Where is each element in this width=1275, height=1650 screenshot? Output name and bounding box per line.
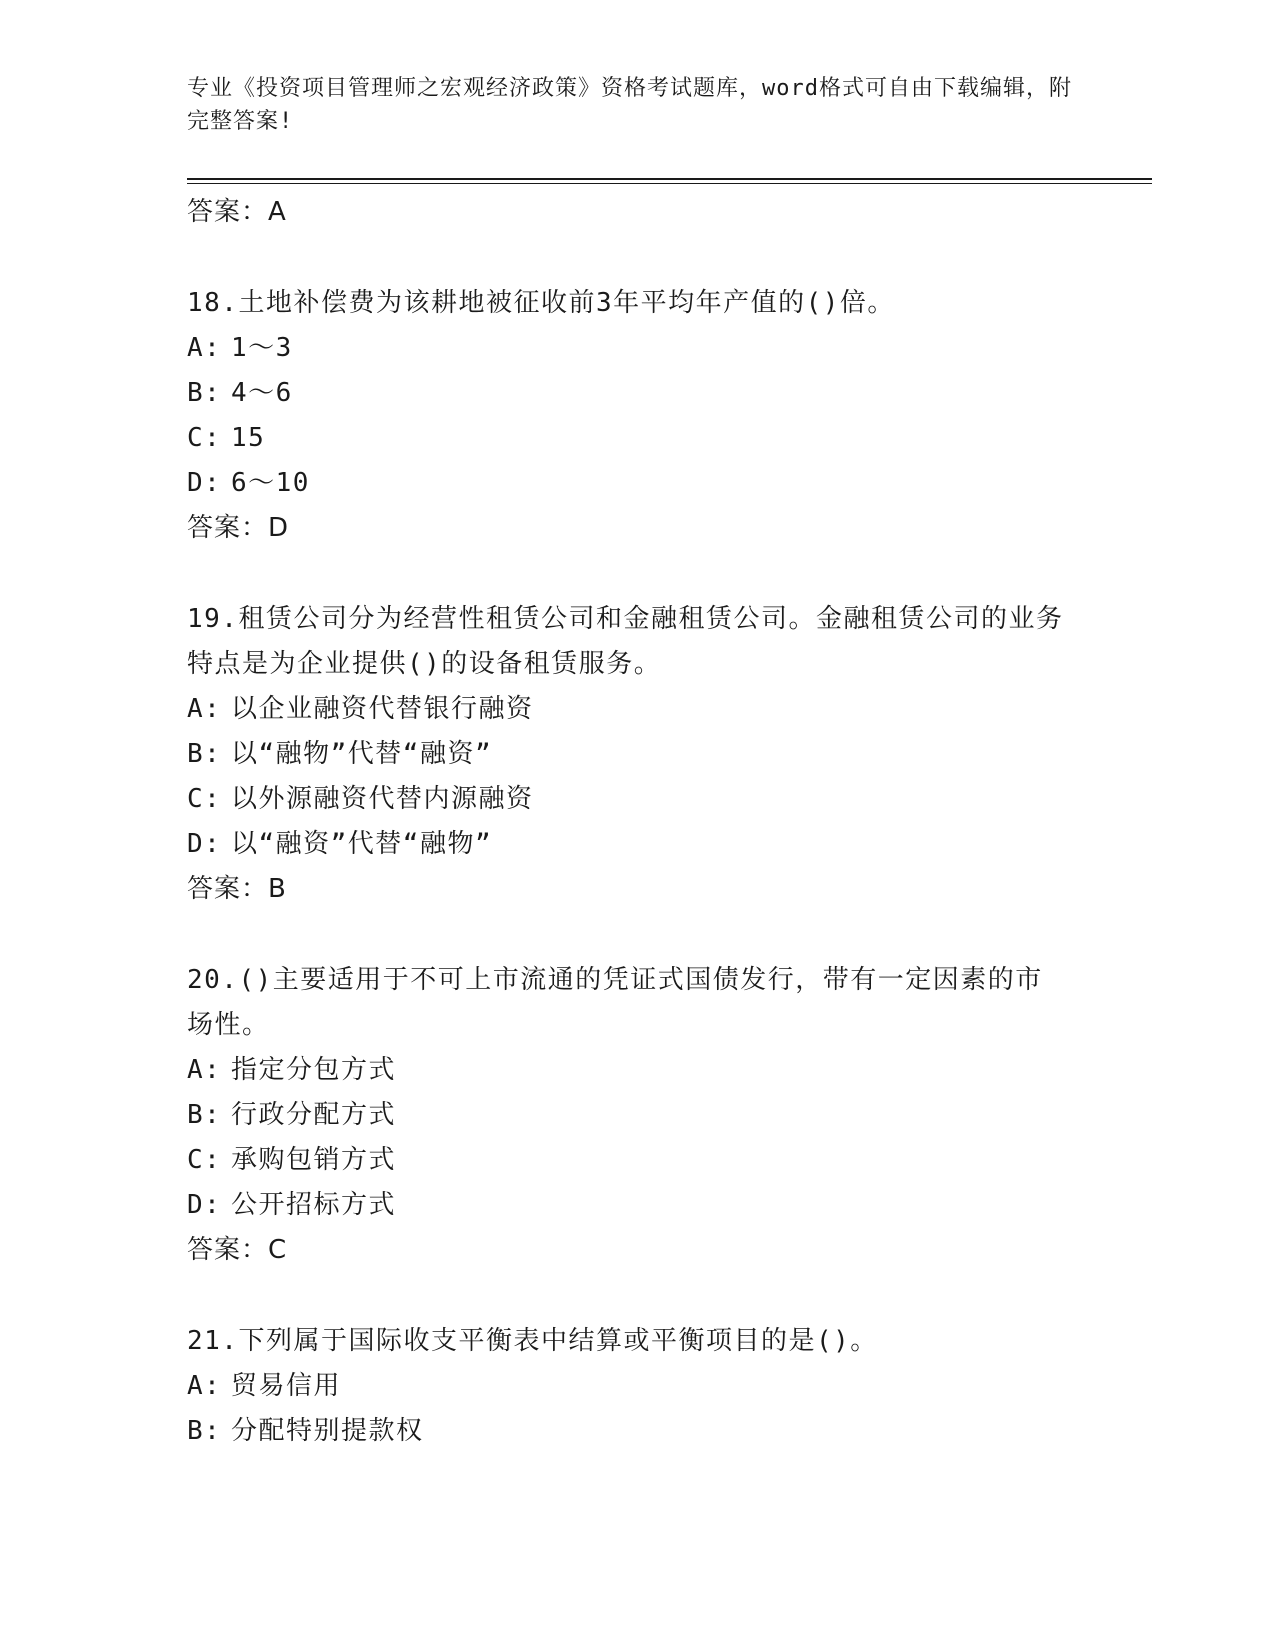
question-list: [187, 190, 1087, 1454]
option-text: 承购包销方式: [231, 1145, 397, 1175]
option-text: 1～3: [231, 333, 293, 363]
answer-line: 答案：C: [187, 1235, 288, 1265]
option-letter: D:: [187, 1190, 222, 1220]
option-text: 分配特别提款权: [231, 1416, 424, 1446]
option-letter: A:: [187, 1371, 222, 1401]
answer-line: 答案：D: [187, 513, 290, 543]
question-gap: [187, 550, 1087, 597]
option-c: [187, 1138, 1087, 1183]
option-letter: C:: [187, 784, 222, 814]
header-rule-thick: [187, 178, 1152, 180]
option-c: [187, 777, 1087, 822]
option-letter: B:: [187, 1416, 222, 1446]
option-text: 贸易信用: [231, 1371, 342, 1401]
option-letter: D:: [187, 468, 222, 498]
option-letter: A:: [187, 333, 222, 363]
option-b: [187, 732, 1087, 777]
option-d: [187, 1183, 1087, 1228]
option-text: 6～10: [231, 468, 310, 498]
option-b: [187, 1409, 1087, 1454]
option-text: 以“融物”代替“融资”: [231, 739, 493, 769]
option-b: [187, 1093, 1087, 1138]
question-gap: [187, 1272, 1087, 1319]
question-stem: 18.土地补偿费为该耕地被征收前3年平均年产值的()倍。: [187, 288, 895, 318]
option-text: 以外源融资代替内源融资: [231, 784, 534, 814]
option-text: 以企业融资代替银行融资: [231, 694, 534, 724]
option-c: [187, 416, 1087, 461]
option-text: 4～6: [231, 378, 293, 408]
option-text: 以“融资”代替“融物”: [231, 829, 493, 859]
option-d: [187, 461, 1087, 506]
option-a: [187, 687, 1087, 732]
option-letter: B:: [187, 378, 222, 408]
option-letter: C:: [187, 423, 222, 453]
option-text: 15: [231, 423, 266, 453]
option-letter: C:: [187, 1145, 222, 1175]
option-letter: D:: [187, 829, 222, 859]
question-18: [187, 281, 1087, 550]
question-stem: 19.租赁公司分为经营性租赁公司和金融租赁公司。金融租赁公司的业务特点是为企业提供()的设备租赁服务。: [187, 604, 1064, 679]
option-letter: B:: [187, 1100, 222, 1130]
option-d: [187, 822, 1087, 867]
option-text: 指定分包方式: [231, 1055, 397, 1085]
document-header: 专业《投资项目管理师之宏观经济政策》资格考试题库，word格式可自由下载编辑，附完整答案!: [187, 76, 1072, 134]
option-a: [187, 326, 1087, 371]
option-b: [187, 371, 1087, 416]
question-20: [187, 958, 1087, 1272]
question-stem: 21.下列属于国际收支平衡表中结算或平衡项目的是()。: [187, 1326, 878, 1356]
option-letter: A:: [187, 1055, 222, 1085]
option-text: 行政分配方式: [231, 1100, 397, 1130]
option-a: [187, 1048, 1087, 1093]
option-a: [187, 1364, 1087, 1409]
question-19: [187, 597, 1087, 911]
question-gap: [187, 911, 1087, 958]
question-gap: [187, 234, 1087, 281]
question-21: [187, 1319, 1087, 1454]
option-letter: B:: [187, 739, 222, 769]
option-letter: A:: [187, 694, 222, 724]
question-stem: 20.()主要适用于不可上市流通的凭证式国债发行，带有一定因素的市场性。: [187, 965, 1043, 1040]
header-rule-thin: [187, 183, 1152, 184]
option-text: 公开招标方式: [231, 1190, 397, 1220]
answer-line-previous: 答案：A: [187, 197, 287, 227]
answer-line: 答案：B: [187, 874, 287, 904]
